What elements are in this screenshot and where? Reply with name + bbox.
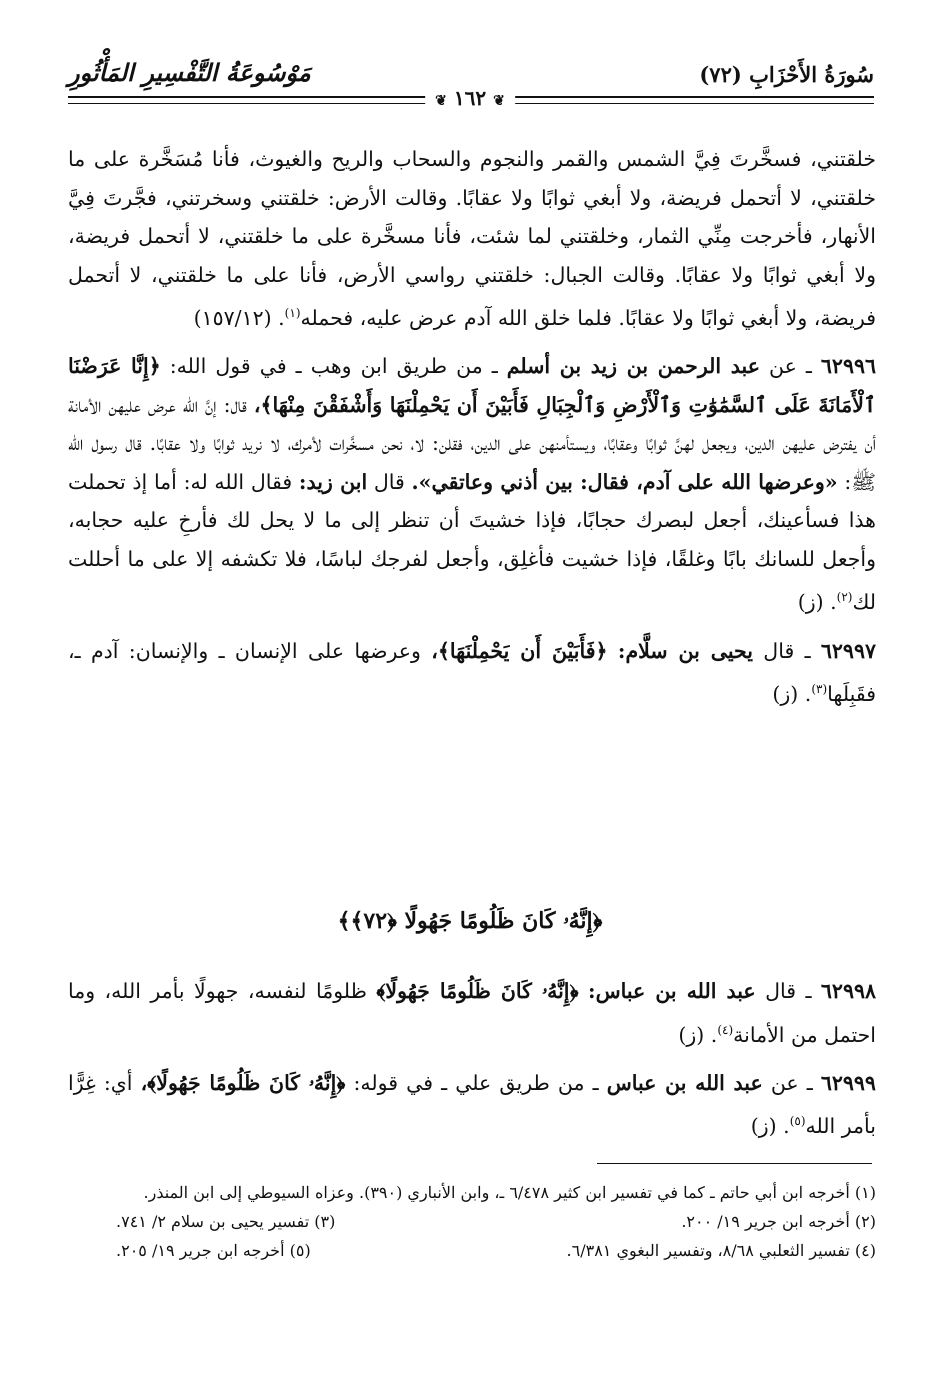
footnote-3: (٣) تفسير يحيى بن سلام ٢/ ٧٤١. <box>116 1212 336 1231</box>
narration-number: ٦٢٩٩٦ <box>820 354 876 379</box>
narration-62996: ٦٢٩٩٦ ـ عن عبد الرحمن بن زيد بن أسلم ـ من طريق ابن وهب ـ في قول الله: ﴿إِنَّا عَرَضْنَا ٱلْأَمَانَةَ عَلَى ٱلسَّمَٰوَٰتِ وَٱلْأَرْضِ وَٱلْجِبَالِ فَأَبَيْنَ أَن يَحْمِلْنَهَا وَأَشْفَقْنَ مِنْهَا﴾، قال: إنَّ الله عرض عليهن الأمانة أن يفترض عليهن الدين، ويجعل لهنَّ ثوابًا وعقابًا، ويستأمنهن على الدين، فقلن: لا، نحن مسخَّرات لأمرك، لا نريد ثوابًا ولا عقابًا. قال رسول الله ﷺ: «وعرضها الله على آدم، فقال: بين أذني وعاتقي». قال ابن زيد: فقال الله له: أما إذ تحملت هذا فسأعينك، أجعل لبصرك حجابًا، فإذا خشيتَ أن تنظر إلى ما لا يحل لك فأرخِ عليه حجابه، وأجعل للسانك بابًا وغلقًا، فإذا خشيت فأغلِق، وأجعل لفرجك لباسًا، فلا تكشفه إلا على ما أحللت لك$^{(٢)}$. (ز) <box>68 354 876 615</box>
narrator-name: عبد الله بن عباس: <box>588 979 756 1003</box>
surah-title: سُورَةُ الأَحْزَابِ (٧٢) <box>699 62 874 87</box>
hadith-quote: «وعرضها الله على آدم، فقال: بين أذني وعاتقي». <box>411 469 838 494</box>
footnote-rule <box>597 1163 872 1164</box>
quran-quote: ﴿إِنَّا عَرَضْنَا ٱلْأَمَانَةَ عَلَى ٱلسَّمَٰوَٰتِ وَٱلْأَرْضِ وَٱلْجِبَالِ فَأَبَيْنَ أَن يَحْمِلْنَهَا وَأَشْفَقْنَ مِنْهَا﴾، <box>68 354 876 417</box>
narrator-name: يحيى بن سلَّام: <box>617 638 753 663</box>
narrator-name: ابن زيد: <box>298 469 368 494</box>
footnote-marker: (٣) <box>811 682 828 697</box>
footnote-5: (٥) أخرجه ابن جرير ١٩/ ٢٠٥. <box>116 1241 311 1260</box>
ornament-icon: ❦ <box>493 93 505 109</box>
narration-number: ٦٢٩٩٧ <box>820 638 876 663</box>
main-text-2 <box>68 972 876 1156</box>
narration-number: ٦٢٩٩٩ <box>820 1070 876 1095</box>
footnote-marker: (١) <box>284 306 301 320</box>
footnote-row <box>68 1207 876 1236</box>
volume-reference: (١٥٧/١٢) <box>193 305 272 330</box>
narration-62998: ٦٢٩٩٨ ـ قال عبد الله بن عباس: ﴿إِنَّهُۥ كَانَ ظَلُومًا جَهُولًا﴾ ظلومًا لنفسه، جهولًا بأمر الله، وما احتمل من الأمانة$^{(٤)}$. (ز) <box>68 979 876 1047</box>
footnotes <box>68 1178 876 1265</box>
quran-quote: ﴿إِنَّهُۥ كَانَ ظَلُومًا جَهُولًا﴾، <box>140 1070 346 1095</box>
narration-62997: ٦٢٩٩٧ ـ قال يحيى بن سلَّام: ﴿فَأَبَيْنَ أَن يَحْمِلْنَهَا﴾، وعرضها على الإنسان ـ والإنسان: آدم ـ، فقَبِلَها$^{(٣)}$. (ز) <box>68 638 876 706</box>
footnote-4: (٤) تفسير الثعلبي ٨/٦٨، وتفسير البغوي ٦/٣٨١. <box>566 1241 876 1260</box>
narrator-name: عبد الرحمن بن زيد بن أسلم <box>506 354 760 379</box>
quran-quote: ﴿إِنَّهُۥ كَانَ ظَلُومًا جَهُولًا﴾ <box>376 979 579 1003</box>
footnote-marker: (٢) <box>836 590 853 605</box>
footnote-marker: (٥) <box>789 1114 806 1129</box>
page-number: ❦ ١٦٢ ❦ <box>425 86 515 110</box>
paragraph-continuation: خلقتني، فسخَّرتَ فِيَّ الشمس والقمر والنجوم والسحاب والريح والغيوث، فأنا مُسَخَّرة على ما خلقتني، لا أتحمل فريضة، ولا أبغي ثوابًا ولا عقابًا. وقالت الأرض: خلقتني وسخرتني، فجَّرتَ فِيَّ الأنهار، فأخرجت مِنِّي الثمار، وخلقتني لما شئت، فأنا مسخَّرة على ما خلقتني، لا أتحمل فريضة، ولا أبغي ثوابًا ولا عقابًا. وقالت الجبال: خلقتني رواسي الأرض، فأنا على ما خلقتني، لا أتحمل فريضة، ولا أبغي ثوابًا ولا عقابًا. فلما خلق الله آدم عرض عليه، فحمله$^{(١)}$. (١٥٧/١٢) <box>68 147 876 330</box>
footnote-1: (١) أخرجه ابن أبي حاتم ـ كما في تفسير ابن كثير ٦/٤٧٨ ـ، وابن الأنباري (٣٩٠). وعزاه السيوطي إلى ابن المنذر. <box>143 1183 876 1202</box>
footnote-row <box>68 1236 876 1265</box>
narration-62999: ٦٢٩٩٩ ـ عن عبد الله بن عباس ـ من طريق علي ـ في قوله: ﴿إِنَّهُۥ كَانَ ظَلُومًا جَهُولًا﴾، أي: غِرًّا بأمر الله$^{(٥)}$. (ز) <box>68 1070 876 1139</box>
narration-number: ٦٢٩٩٨ <box>820 979 876 1003</box>
footnote-2: (٢) أخرجه ابن جرير ١٩/ ٢٠٠. <box>681 1212 876 1231</box>
narrator-name: عبد الله بن عباس <box>606 1070 763 1095</box>
ornament-icon: ❦ <box>435 93 447 109</box>
quran-quote: ﴿فَأَبَيْنَ أَن يَحْمِلْنَهَا﴾، <box>431 638 608 663</box>
book-title: مَوْسُوعَةُ التَّفْسِيرِ المَأْثُورِ <box>68 58 311 87</box>
footnote-marker: (٤) <box>717 1022 734 1037</box>
verse-heading: ﴿إِنَّهُۥ كَانَ ظَلُومًا جَهُولًا ﴿٧٢﴾﴾ <box>337 908 603 934</box>
main-text <box>68 140 876 723</box>
